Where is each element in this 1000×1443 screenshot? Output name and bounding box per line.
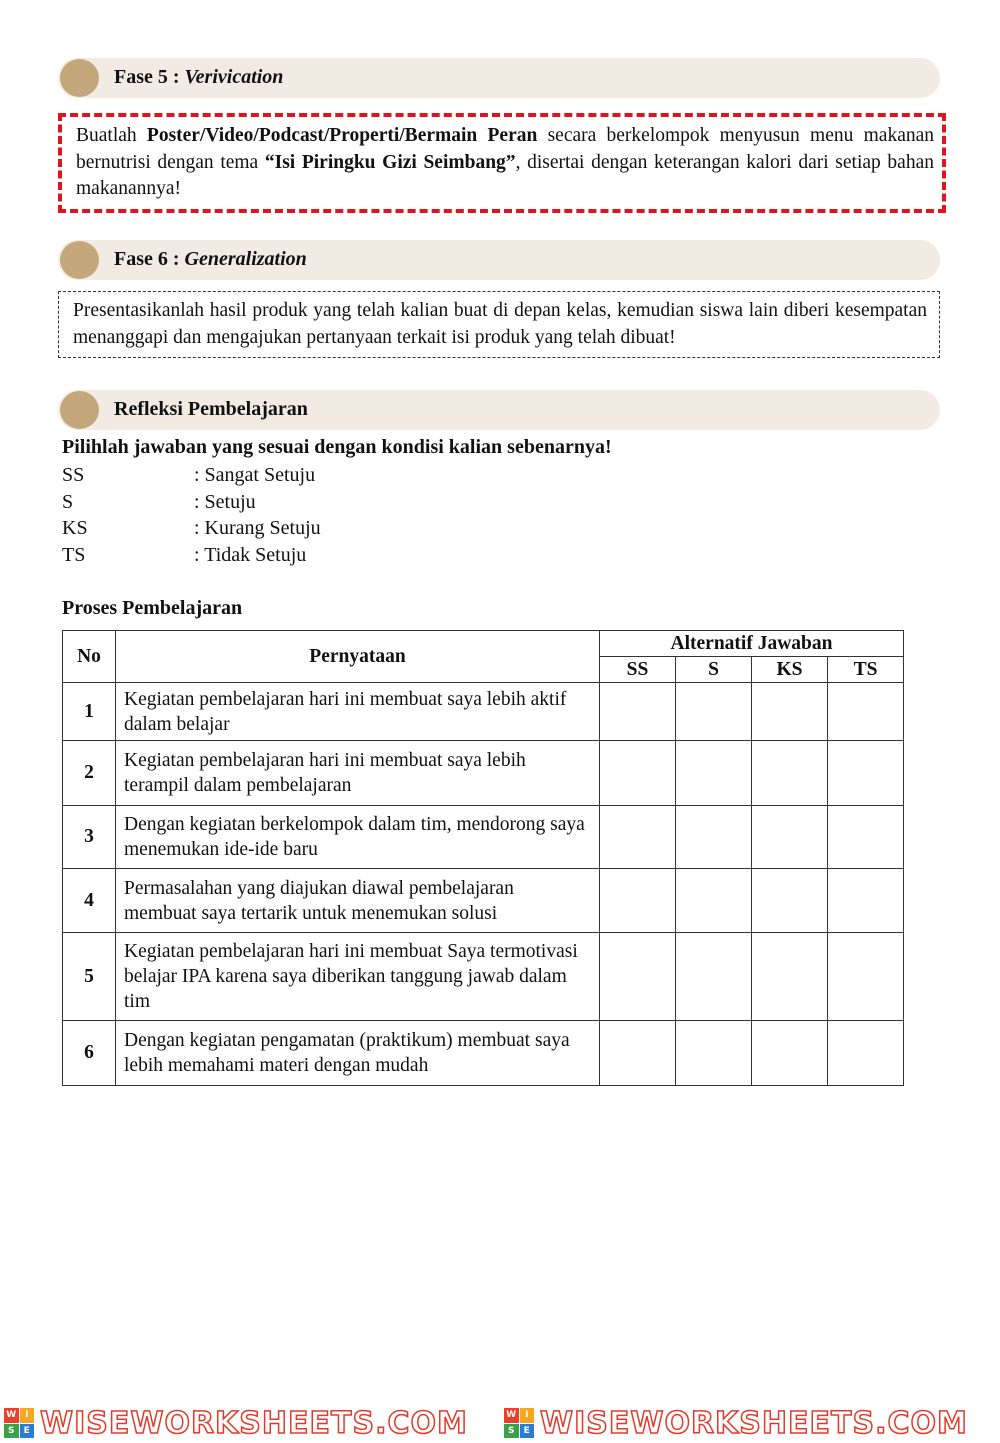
table-row — [63, 741, 904, 806]
phase6-title — [114, 248, 307, 271]
answer-cell-ss[interactable] — [600, 683, 676, 741]
legend-meaning: : Kurang Setuju — [194, 517, 321, 539]
answer-cell-ts[interactable] — [828, 806, 904, 869]
table-row — [63, 1021, 904, 1086]
reflection-circle-icon — [60, 391, 99, 429]
reflection-header — [58, 390, 940, 430]
col-header-ss: SS — [600, 657, 676, 683]
table-row — [63, 933, 904, 1021]
answer-cell-s[interactable] — [676, 741, 752, 806]
answer-cell-ts[interactable] — [828, 869, 904, 933]
phase5-title — [114, 66, 283, 89]
col-header-no: No — [63, 631, 116, 683]
answer-cell-s[interactable] — [676, 683, 752, 741]
logo-letter: W — [504, 1408, 519, 1423]
phase5-text-3: , disertai dengan keterangan kalori dari setiap bahan makanannya! — [76, 151, 934, 199]
row-number: 3 — [63, 806, 116, 869]
logo-letter: W — [4, 1408, 19, 1423]
phase5-title-prefix: Fase 5 : — [114, 66, 185, 88]
answer-cell-ss[interactable] — [600, 741, 676, 806]
section-title: Proses Pembelajaran — [62, 597, 243, 619]
answer-cell-s[interactable] — [676, 933, 752, 1021]
col-header-statement: Pernyataan — [116, 631, 600, 683]
phase6-header — [58, 240, 940, 280]
row-statement: Dengan kegiatan pengamatan (praktikum) membuat saya lebih memahami materi dengan mudah — [116, 1021, 600, 1086]
phase6-title-italic: Generalization — [184, 248, 307, 270]
col-header-ks: KS — [752, 657, 828, 683]
reflection-instruction: Pilihlah jawaban yang sesuai dengan kondisi kalian sebenarnya! — [62, 436, 612, 458]
row-statement: Permasalahan yang diajukan diawal pembelajaran membuat saya tertarik untuk menemukan solusi — [116, 869, 600, 933]
col-header-s: S — [676, 657, 752, 683]
legend-row — [62, 542, 321, 569]
logo-letter: I — [520, 1408, 535, 1423]
watermark-text: WISEWORKSHEETS.COM — [40, 1405, 468, 1441]
phase5-text-1: Buatlah — [76, 125, 147, 146]
row-statement: Kegiatan pembelajaran hari ini membuat Saya termotivasi belajar IPA karena saya diberikan tanggung jawab dalam tim — [116, 933, 600, 1021]
legend-code: TS — [62, 543, 86, 566]
answer-cell-ss[interactable] — [600, 806, 676, 869]
logo-letter: S — [4, 1424, 19, 1439]
answer-cell-ss[interactable] — [600, 1021, 676, 1086]
reflection-title: Refleksi Pembelajaran — [114, 398, 308, 420]
phase6-text: Presentasikanlah hasil produk yang telah kalian buat di depan kelas, kemudian siswa lain diberi kesempatan menanggapi dan mengajukan pertanyaan terkait isi produk yang telah dibuat! — [73, 300, 927, 348]
phase5-text-2: secara berkelompok menyusun menu makanan bernutrisi dengan tema — [76, 125, 935, 173]
logo-letter: E — [520, 1424, 535, 1439]
row-number: 1 — [63, 683, 116, 741]
logo-letter: S — [504, 1424, 519, 1439]
answer-cell-ks[interactable] — [752, 933, 828, 1021]
phase5-title-italic: Verivication — [184, 66, 284, 88]
phase6-title-prefix: Fase 6 : — [114, 248, 185, 270]
legend-row — [62, 515, 321, 542]
col-header-ts: TS — [828, 657, 904, 683]
answer-cell-ts[interactable] — [828, 683, 904, 741]
answer-legend — [62, 462, 321, 568]
watermark-block — [0, 1406, 500, 1441]
row-number: 5 — [63, 933, 116, 1021]
phase5-header — [58, 58, 940, 98]
logo-letter: E — [20, 1424, 35, 1439]
row-statement: Dengan kegiatan berkelompok dalam tim, mendorong saya menemukan ide-ide baru — [116, 806, 600, 869]
logo-letter: I — [20, 1408, 35, 1423]
footer-watermark — [0, 1403, 1000, 1443]
reflection-table — [62, 630, 904, 1086]
legend-row — [62, 462, 321, 489]
watermark-block — [500, 1406, 1000, 1441]
answer-cell-ks[interactable] — [752, 1021, 828, 1086]
legend-code: SS — [62, 464, 85, 486]
answer-cell-ks[interactable] — [752, 869, 828, 933]
answer-cell-s[interactable] — [676, 869, 752, 933]
legend-row — [62, 489, 321, 516]
legend-meaning: : Sangat Setuju — [194, 464, 316, 486]
phase5-circle-icon — [60, 59, 99, 97]
answer-cell-ts[interactable] — [828, 1021, 904, 1086]
answer-cell-ts[interactable] — [828, 741, 904, 806]
table-row — [63, 806, 904, 869]
row-number: 4 — [63, 869, 116, 933]
answer-cell-ks[interactable] — [752, 806, 828, 869]
col-header-alternatives: Alternatif Jawaban — [600, 631, 904, 657]
legend-code: S — [62, 490, 74, 513]
row-statement: Kegiatan pembelajaran hari ini membuat saya lebih aktif dalam belajar — [116, 683, 600, 741]
phase5-task-box — [58, 113, 946, 213]
table-row — [63, 683, 904, 741]
answer-cell-s[interactable] — [676, 1021, 752, 1086]
row-statement: Kegiatan pembelajaran hari ini membuat saya lebih terampil dalam pembelajaran — [116, 741, 600, 806]
row-number: 2 — [63, 741, 116, 806]
answer-cell-s[interactable] — [676, 806, 752, 869]
wiseworksheets-logo-icon — [4, 1408, 34, 1438]
phase6-circle-icon — [60, 241, 99, 279]
answer-cell-ss[interactable] — [600, 933, 676, 1021]
legend-meaning: : Tidak Setuju — [194, 543, 307, 566]
wiseworksheets-logo-icon — [504, 1408, 534, 1438]
legend-meaning: : Setuju — [194, 490, 256, 513]
phase5-text-bold-1: Poster/Video/Podcast/Properti/Bermain Peran — [146, 125, 538, 146]
phase5-text-bold-2: “Isi Piringku Gizi Seimbang” — [264, 151, 516, 173]
answer-cell-ks[interactable] — [752, 683, 828, 741]
answer-cell-ks[interactable] — [752, 741, 828, 806]
table-row — [63, 869, 904, 933]
legend-code: KS — [62, 517, 88, 539]
phase6-task-box — [58, 291, 940, 358]
watermark-text: WISEWORKSHEETS.COM — [540, 1405, 968, 1441]
row-number: 6 — [63, 1021, 116, 1086]
answer-cell-ts[interactable] — [828, 933, 904, 1021]
answer-cell-ss[interactable] — [600, 869, 676, 933]
